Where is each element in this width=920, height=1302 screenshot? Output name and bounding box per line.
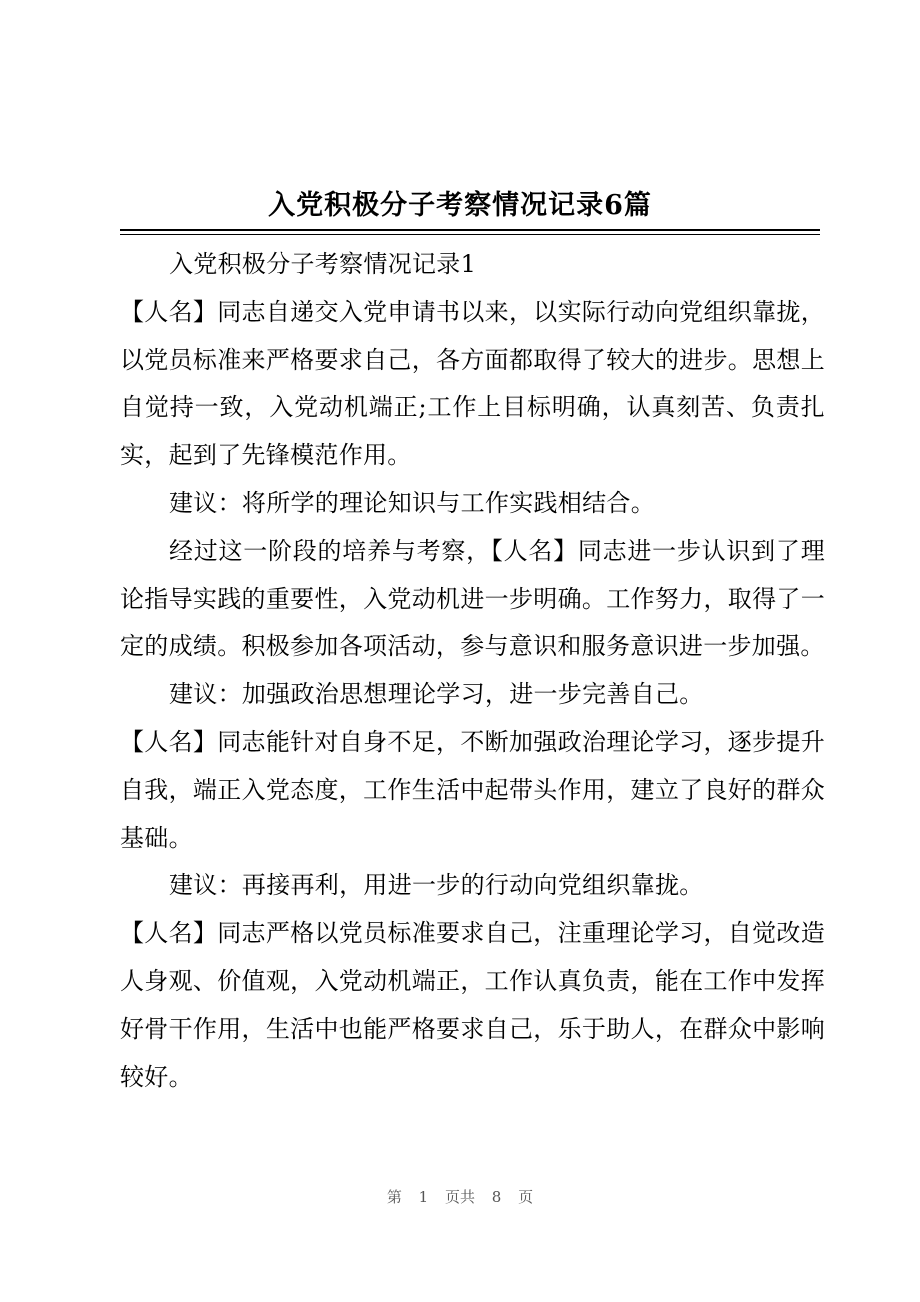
suggestion-paragraph: 建议：将所学的理论知识与工作实践相结合。 <box>169 488 655 517</box>
paragraph: 经过这一阶段的培养与考察，【人名】同志进一步认识到了理论指导实践的重要性，入党动机进一步明确。工作努力，取得了一定的成绩。积极参加各项活动，参与意识和服务意识进一步加强。 <box>120 536 825 661</box>
section-heading: 入党积极分子考察情况记录1 <box>169 250 477 278</box>
paragraph: 【人名】同志严格以党员标准要求自己，注重理论学习，自觉改造人身观、价值观，入党动机端正，工作认真负责，能在工作中发挥好骨干作用，生活中也能严格要求自己，乐于助人，在群众中影响较好。 <box>120 919 825 1091</box>
suggestion-paragraph: 建议：加强政治思想理论学习，进一步完善自己。 <box>169 680 704 709</box>
document-body <box>120 241 825 1101</box>
paragraph: 【人名】同志自递交入党申请书以来，以实际行动向党组织靠拢，以党员标准来严格要求自己，各方面都取得了较大的进步。思想上自觉持一致，入党动机端正;工作上目标明确，认真刻苦、负责扎实，起到了先锋模范作用。 <box>120 297 825 470</box>
page-footer <box>0 1186 920 1207</box>
document-title: 入党积极分子考察情况记录6篇 <box>268 190 652 221</box>
suggestion-paragraph: 建议：再接再利，用进一步的行动向党组织靠拢。 <box>169 871 704 900</box>
title-rule-thin <box>120 234 820 235</box>
footer-prefix: 第 <box>386 1188 402 1206</box>
footer-current-page: 1 <box>418 1188 429 1206</box>
footer-middle: 页共 <box>444 1188 475 1206</box>
paragraph: 【人名】同志能针对自身不足，不断加强政治理论学习，逐步提升自我，端正入党态度，工作生活中起带头作用，建立了良好的群众基础。 <box>120 727 825 852</box>
footer-suffix: 页 <box>518 1188 534 1206</box>
title-rule-thick <box>120 229 820 231</box>
footer-total-pages: 8 <box>491 1188 502 1206</box>
